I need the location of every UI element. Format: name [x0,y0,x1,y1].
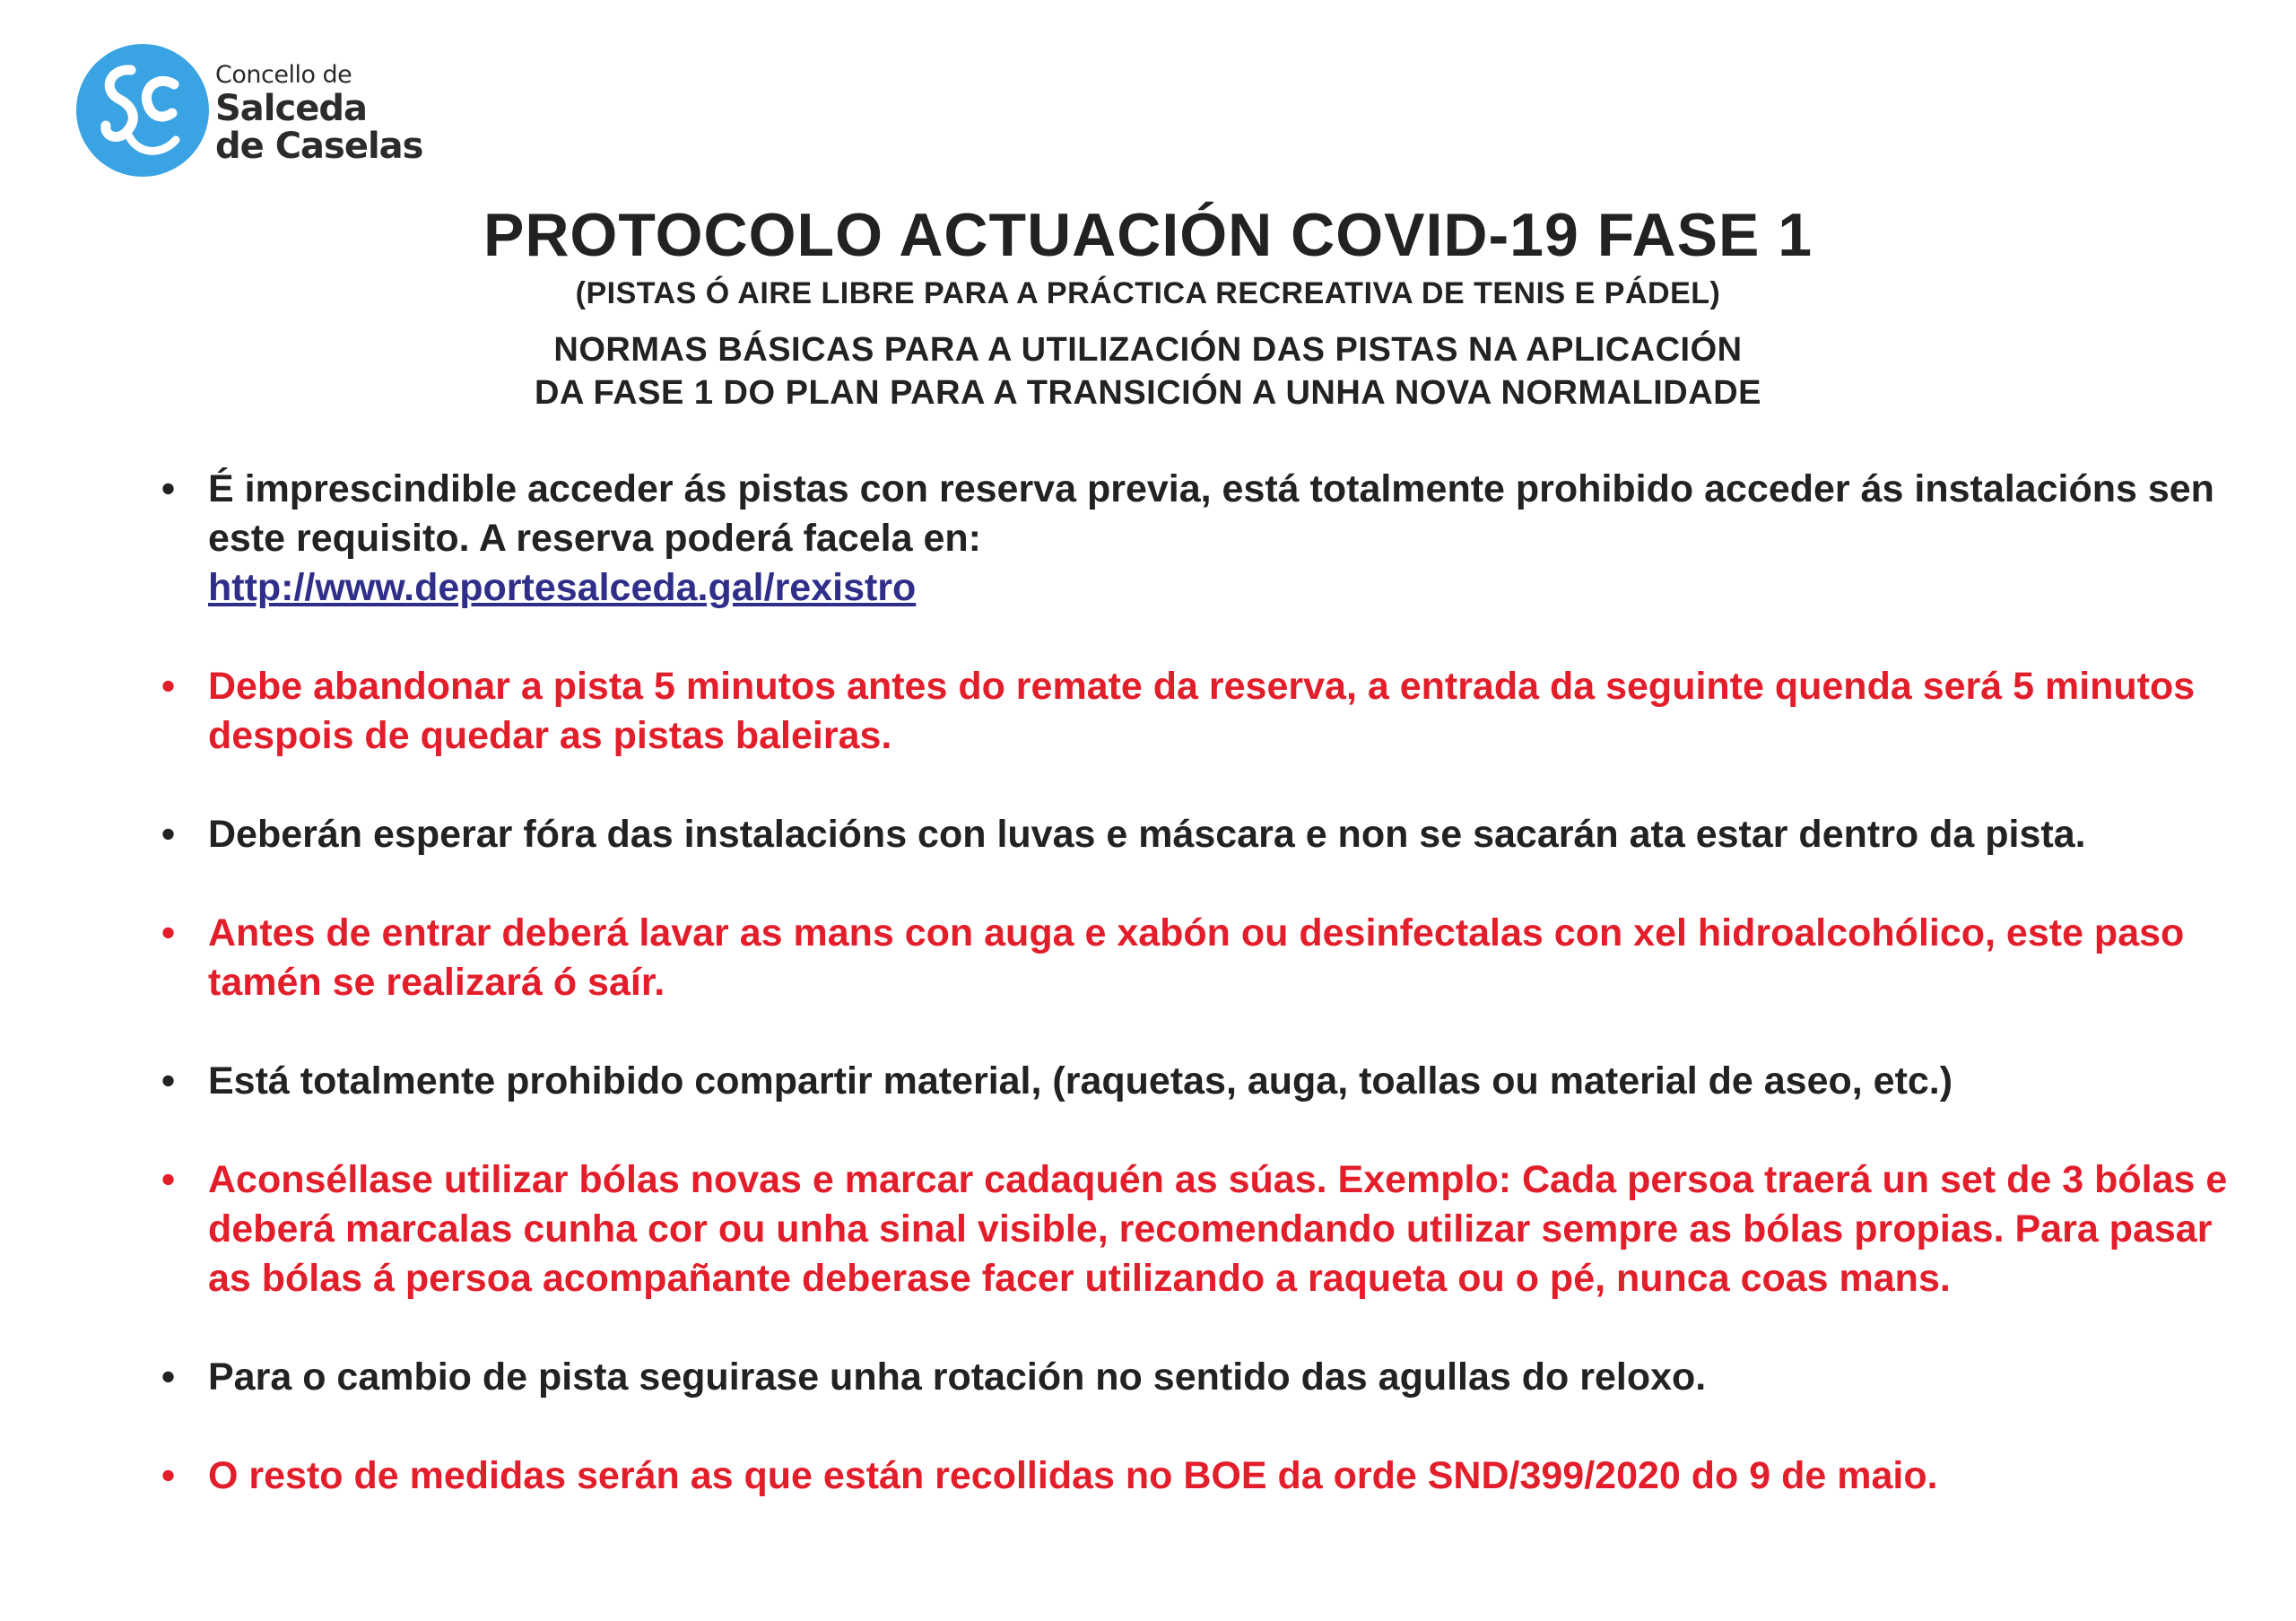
rule-item-no-sharing [161,1057,2251,1106]
rule-item-leave-court [161,662,2251,761]
rule-text: Antes de entrar deberá lavar as mans con auga e xabón ou desinfectalas con xel hidroalcohólico, este paso tamén se realizará ó saír. [208,911,2185,1004]
rule-text: Aconséllase utilizar bólas novas e marcar cadaquén as súas. Exemplo: Cada persoa traerá un set de 3 bólas e deberá marcalas cunha cor ou unha sinal visible, recomendando utilizar sempre as bólas propias. Para pasar as bólas á persoa acompañante deberase facer utilizando a raqueta ou o pé, nunca coas mans. [208,1158,2228,1300]
rule-item-wash-hands [161,909,2251,1007]
heading-line-2: DA FASE 1 DO PLAN PARA A TRANSICIÓN A UNHA NOVA NORMALIDADE [535,374,1761,412]
registration-link[interactable]: http://www.deportesalceda.gal/rexistro [208,566,917,609]
rule-text: Está totalmente prohibido compartir material, (raquetas, auga, toallas ou material de aseo, etc.) [208,1059,1953,1102]
rules-list [161,465,2251,1550]
rule-text: O resto de medidas serán as que están recollidas no BOE da orde SND/399/2020 do 9 de maio. [208,1454,1938,1497]
rule-text: Para o cambio de pista seguirase unha rotación no sentido das agullas do reloxo. [208,1355,1707,1399]
rule-text: Deberán esperar fóra das instalacións con luvas e máscara e non se sacarán ata estar dentro da pista. [208,813,2086,856]
rule-item-reservation [161,465,2251,613]
logo-line-salceda: Salceda [215,88,367,129]
logo-line-caselas: de Caselas [215,126,423,167]
rule-text: É imprescindible acceder ás pistas con reserva previa, está totalmente prohibido acceder ás instalacións sen este requisito. A reserva poderá facela en: [208,467,2214,560]
rule-text: Debe abandonar a pista 5 minutos antes do remate da reserva, a entrada da seguinte quenda será 5 minutos despois de quedar as pistas baleiras. [208,665,2196,757]
rule-item-boe [161,1451,2251,1501]
document-title: PROTOCOLO ACTUACIÓN COVID-19 FASE 1 [483,201,1813,269]
heading-line-1: NORMAS BÁSICAS PARA A UTILIZACIÓN DAS PISTAS NA APLICACIÓN [553,331,1743,369]
rule-item-wait-outside [161,810,2251,859]
rule-item-balls [161,1155,2251,1303]
document-subtitle: (PISTAS Ó AIRE LIBRE PARA A PRÁCTICA RECREATIVA DE TENIS E PÁDEL) [575,276,1721,310]
sc-swirl-logo-icon [75,43,210,178]
rule-item-rotation [161,1353,2251,1402]
logo-wordmark [215,61,422,165]
logo-line-concello: Concello de [215,61,352,89]
municipality-logo [75,43,434,179]
document-heading [0,328,2296,414]
